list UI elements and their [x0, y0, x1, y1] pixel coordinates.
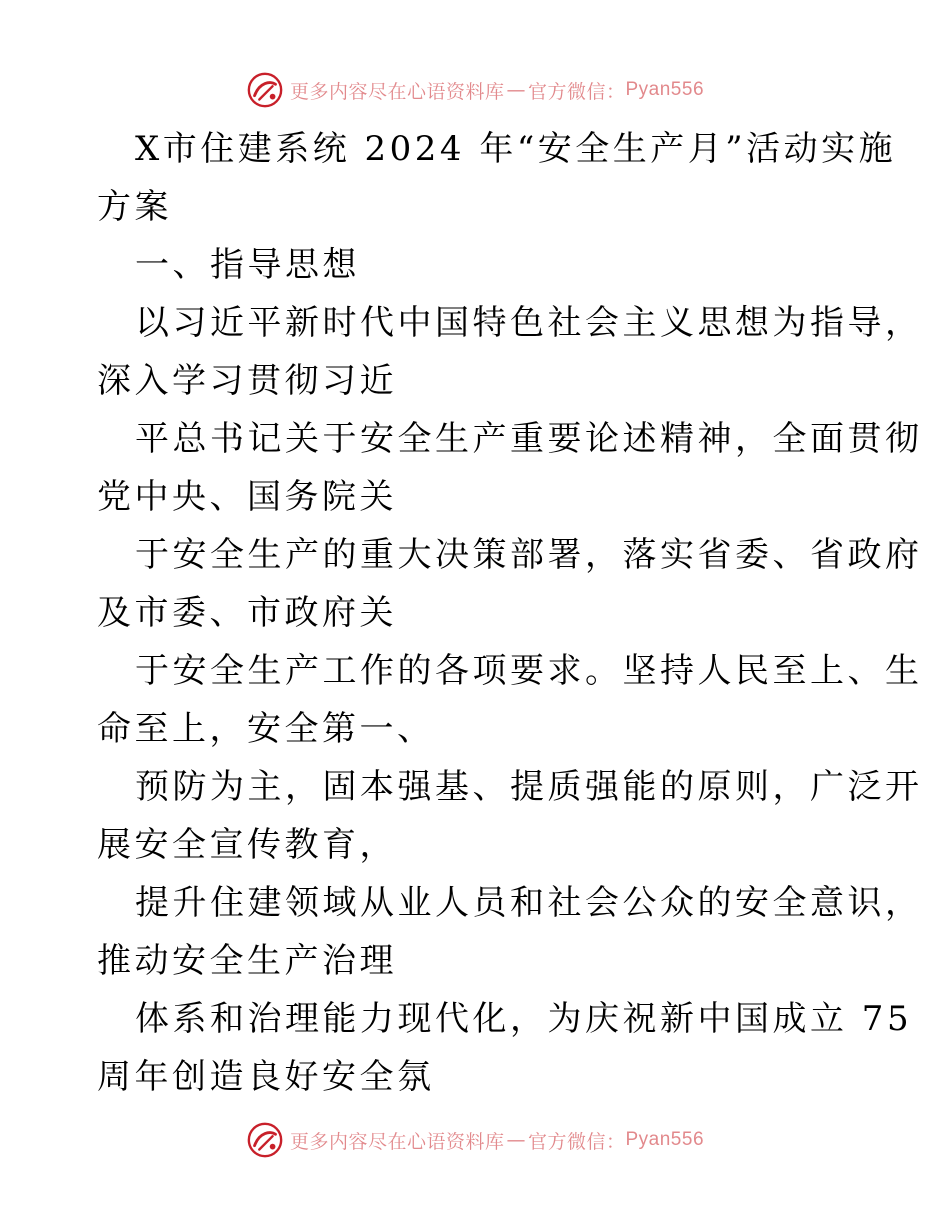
paragraph-line: 提升住建领域从业人员和社会公众的安全意识，	[135, 883, 923, 923]
paragraph-line: 预防为主，固本强基、提质强能的原则，广泛开	[135, 767, 923, 807]
paragraph-line: 推动安全生产治理	[97, 941, 397, 981]
watermark-site-text: 更多内容尽在心语资料库	[289, 80, 505, 103]
footer-watermark	[0, 1120, 950, 1160]
paragraph-line: 体系和治理能力现代化，为庆祝新中国成立 75	[135, 999, 913, 1039]
paragraph-line: 周年创造良好安全氛	[97, 1057, 435, 1097]
paragraph-line: 命至上，安全第一、	[97, 709, 435, 749]
watermark-wechat-label: 官方微信：	[527, 1130, 626, 1153]
section-heading: 一、指导思想	[135, 245, 360, 285]
paragraph-line: 及市委、市政府关	[97, 593, 397, 633]
paragraph-line: 于安全生产工作的各项要求。坚持人民至上、生	[135, 651, 923, 691]
paragraph-line: 深入学习贯彻习近	[97, 361, 397, 401]
document-title-line-2: 方案	[97, 187, 172, 227]
paragraph-line: 平总书记关于安全生产重要论述精神，全面贯彻	[135, 419, 923, 459]
brand-logo-icon	[246, 71, 284, 109]
paragraph-line: 展安全宣传教育，	[97, 825, 397, 865]
paragraph-line: 党中央、国务院关	[97, 477, 397, 517]
watermark-site-text: 更多内容尽在心语资料库	[289, 1130, 505, 1153]
watermark-wechat-id: Pyan556	[625, 1129, 705, 1150]
document-title-line-1: X市住建系统 2024 年“安全生产月”活动实施	[135, 129, 897, 169]
watermark-wechat-label: 官方微信：	[527, 80, 626, 103]
watermark-dash: —	[506, 79, 526, 101]
watermark-wechat-id: Pyan556	[625, 79, 705, 100]
brand-logo-icon	[246, 1121, 284, 1159]
document-body	[97, 120, 923, 1106]
watermark-dash: —	[506, 1129, 526, 1151]
paragraph-line: 于安全生产的重大决策部署，落实省委、省政府	[135, 535, 923, 575]
paragraph-line: 以习近平新时代中国特色社会主义思想为指导，	[135, 303, 923, 343]
header-watermark	[0, 70, 950, 110]
